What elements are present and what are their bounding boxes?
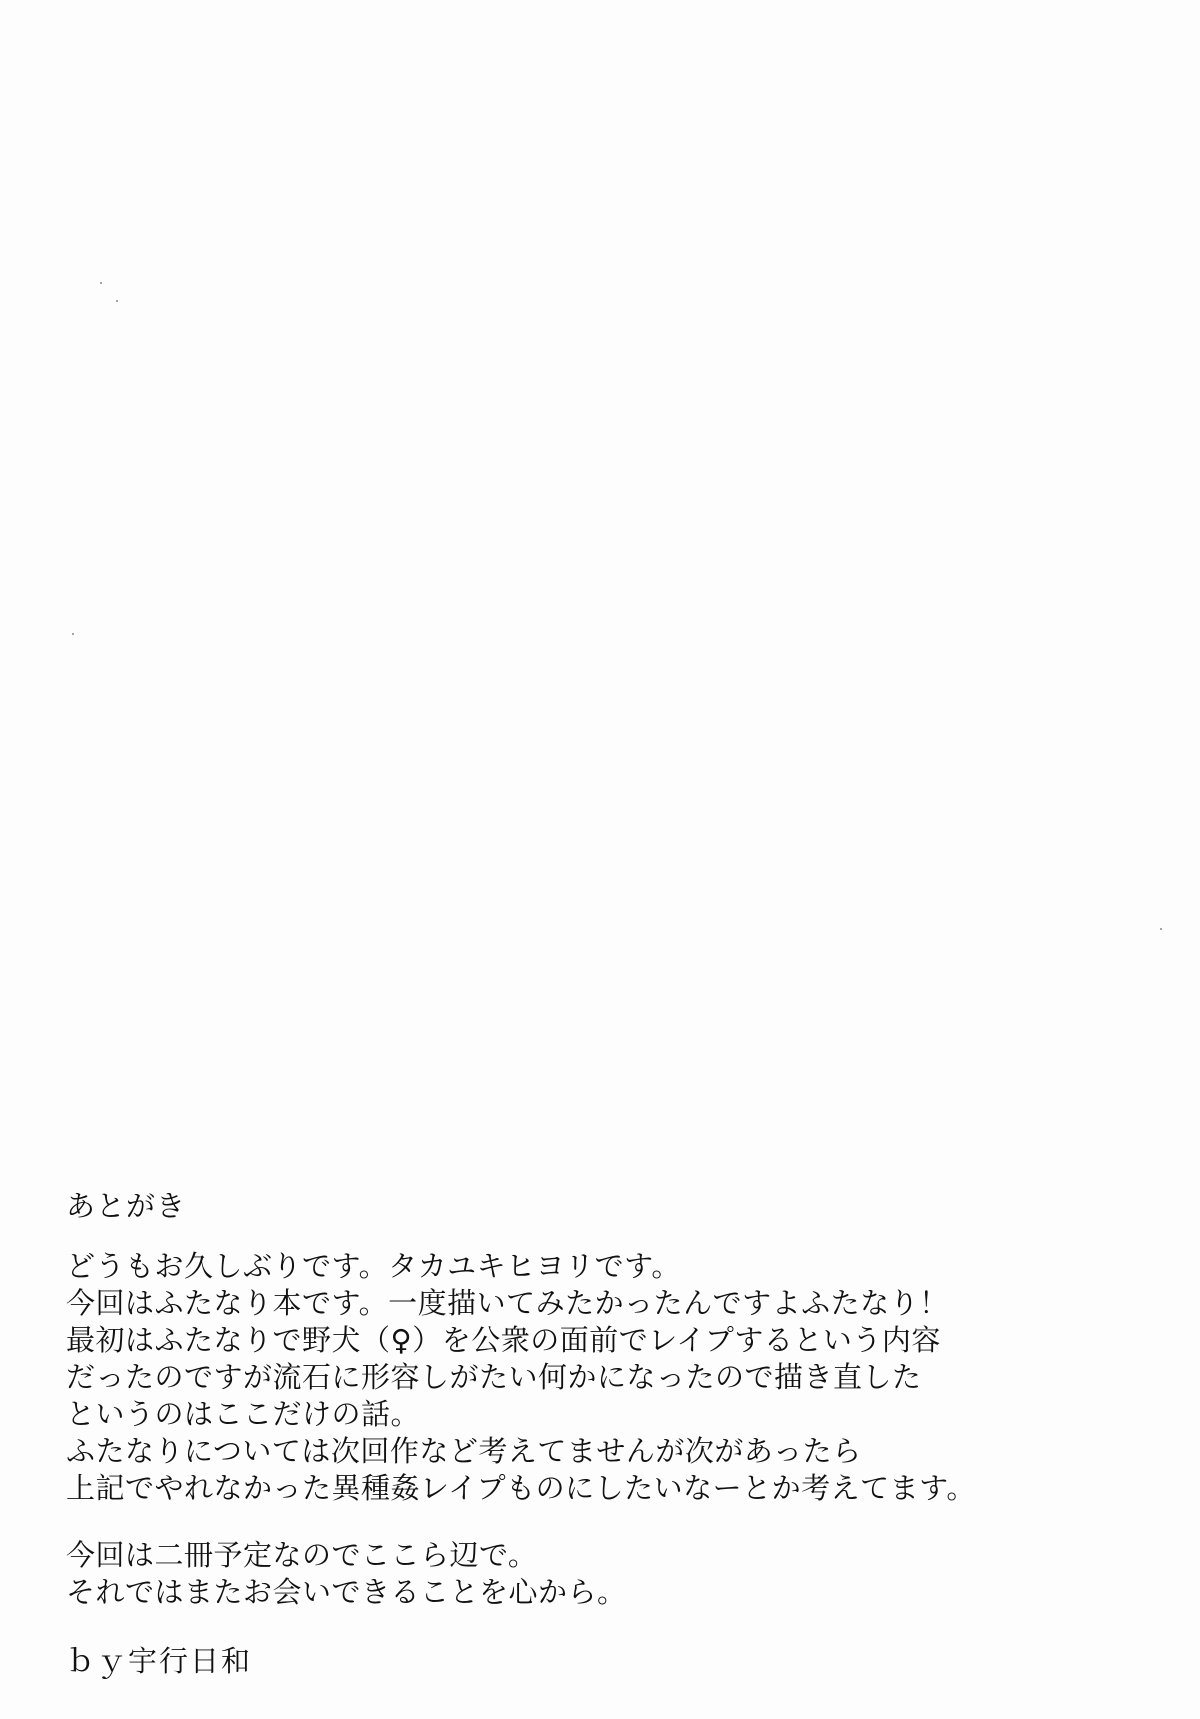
afterword-section xyxy=(66,1186,1126,1681)
text-line: 今回は二冊予定なのでここら辺で。 xyxy=(66,1538,538,1572)
text-line: どうもお久しぶりです。タカユキヒヨリです。 xyxy=(66,1249,681,1283)
scan-speck xyxy=(1160,928,1162,930)
scan-speck xyxy=(116,300,118,302)
afterword-paragraph xyxy=(66,1537,1126,1611)
author-signature: ｂｙ宇行日和 xyxy=(66,1644,253,1678)
afterword-paragraph xyxy=(66,1248,1126,1507)
text-line: 最初はふたなりで野犬（♀）を公衆の面前でレイプするという内容 xyxy=(66,1323,941,1357)
afterword-heading: あとがき xyxy=(66,1189,187,1223)
text-line: というのはここだけの話。 xyxy=(66,1397,421,1431)
text-line: 上記でやれなかった異種姦レイプものにしたいなーとか考えてます。 xyxy=(66,1471,976,1505)
scan-speck xyxy=(100,282,102,284)
text-line: それではまたお会いできることを心から。 xyxy=(66,1575,627,1609)
text-line: 今回はふたなり本です。一度描いてみたかったんですよふたなり！ xyxy=(66,1286,949,1320)
text-line: ふたなりについては次回作など考えてませんが次があったら xyxy=(66,1434,862,1468)
text-line: だったのですが流石に形容しがたい何かになったので描き直した xyxy=(66,1360,922,1394)
scan-speck xyxy=(72,633,74,635)
